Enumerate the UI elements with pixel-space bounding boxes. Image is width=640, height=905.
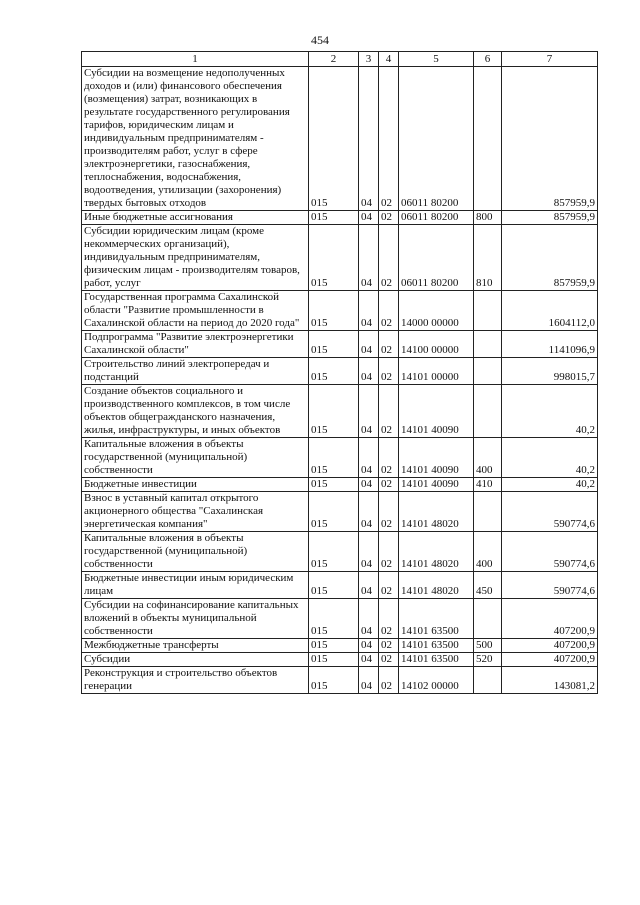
row-target-cell: 14101 63500 <box>399 639 474 653</box>
column-header: 1 <box>82 52 309 67</box>
row-name-cell: Субсидии на возмещение недополученных доходов и (или) финансового обеспечения (возмещения) затрат, возникающих в результате государственного регулирования тарифов, юридическим лицам и индивидуальным предпринимателям - производителям работ, услуг в сфере электроэнергетики, газоснабжения, теплоснабжения, водоснабжения, водоотведения, утилизации (захоронения) твердых бытовых отходов <box>82 67 309 211</box>
row-amount-cell: 40,2 <box>502 385 598 438</box>
row-expense-type-cell <box>474 358 502 385</box>
row-subsection-cell: 02 <box>379 639 399 653</box>
table-row <box>82 358 598 385</box>
row-expense-type-cell <box>474 291 502 331</box>
table-row <box>82 667 598 694</box>
row-name-cell: Субсидии юридическим лицам (кроме некоммерческих организаций), индивидуальным предпринимателям, физическим лицам - производителям товаров, работ, услуг <box>82 225 309 291</box>
row-amount-cell: 40,2 <box>502 478 598 492</box>
row-target-cell: 14101 00000 <box>399 358 474 385</box>
table-row <box>82 478 598 492</box>
row-amount-cell: 857959,9 <box>502 225 598 291</box>
row-section-cell: 04 <box>359 438 379 478</box>
row-subsection-cell: 02 <box>379 225 399 291</box>
row-subsection-cell: 02 <box>379 599 399 639</box>
row-subsection-cell: 02 <box>379 572 399 599</box>
row-name-cell: Капитальные вложения в объекты государственной (муниципальной) собственности <box>82 532 309 572</box>
table-row <box>82 291 598 331</box>
row-expense-type-cell: 520 <box>474 653 502 667</box>
row-target-cell: 14101 63500 <box>399 599 474 639</box>
row-name-cell: Государственная программа Сахалинской области "Развитие промышленности в Сахалинской области на период до 2020 года" <box>82 291 309 331</box>
row-subsection-cell: 02 <box>379 211 399 225</box>
row-expense-type-cell <box>474 599 502 639</box>
row-section-cell: 04 <box>359 385 379 438</box>
row-section-cell: 04 <box>359 211 379 225</box>
row-expense-type-cell: 450 <box>474 572 502 599</box>
row-section-cell: 04 <box>359 478 379 492</box>
row-target-cell: 06011 80200 <box>399 211 474 225</box>
row-amount-cell: 590774,6 <box>502 492 598 532</box>
table-row <box>82 331 598 358</box>
column-header: 5 <box>399 52 474 67</box>
row-code-cell: 015 <box>309 385 359 438</box>
row-target-cell: 06011 80200 <box>399 67 474 211</box>
row-name-cell: Создание объектов социального и производственного комплексов, в том числе объектов общегражданского назначения, жилья, инфраструктуры, и иных объектов <box>82 385 309 438</box>
row-subsection-cell: 02 <box>379 385 399 438</box>
row-section-cell: 04 <box>359 358 379 385</box>
row-code-cell: 015 <box>309 639 359 653</box>
table-row <box>82 67 598 211</box>
row-target-cell: 14101 40090 <box>399 438 474 478</box>
row-code-cell: 015 <box>309 653 359 667</box>
table-row <box>82 225 598 291</box>
table-row <box>82 572 598 599</box>
table-row <box>82 532 598 572</box>
column-header: 4 <box>379 52 399 67</box>
row-name-cell: Бюджетные инвестиции <box>82 478 309 492</box>
row-amount-cell: 1604112,0 <box>502 291 598 331</box>
row-name-cell: Реконструкция и строительство объектов генерации <box>82 667 309 694</box>
row-expense-type-cell: 500 <box>474 639 502 653</box>
table-row <box>82 492 598 532</box>
row-subsection-cell: 02 <box>379 532 399 572</box>
row-section-cell: 04 <box>359 492 379 532</box>
row-subsection-cell: 02 <box>379 653 399 667</box>
table-row <box>82 438 598 478</box>
row-code-cell: 015 <box>309 667 359 694</box>
row-expense-type-cell <box>474 385 502 438</box>
row-name-cell: Взнос в уставный капитал открытого акционерного общества "Сахалинская энергетическая компания" <box>82 492 309 532</box>
row-code-cell: 015 <box>309 532 359 572</box>
row-amount-cell: 407200,9 <box>502 639 598 653</box>
row-amount-cell: 1141096,9 <box>502 331 598 358</box>
row-section-cell: 04 <box>359 331 379 358</box>
row-code-cell: 015 <box>309 211 359 225</box>
table-row <box>82 653 598 667</box>
row-expense-type-cell <box>474 331 502 358</box>
column-header: 6 <box>474 52 502 67</box>
column-header: 3 <box>359 52 379 67</box>
row-section-cell: 04 <box>359 67 379 211</box>
row-target-cell: 14101 40090 <box>399 385 474 438</box>
row-amount-cell: 590774,6 <box>502 572 598 599</box>
row-section-cell: 04 <box>359 572 379 599</box>
row-amount-cell: 40,2 <box>502 438 598 478</box>
row-target-cell: 14102 00000 <box>399 667 474 694</box>
row-name-cell: Подпрограмма "Развитие электроэнергетики Сахалинской области" <box>82 331 309 358</box>
table-row <box>82 599 598 639</box>
row-code-cell: 015 <box>309 599 359 639</box>
table-row <box>82 639 598 653</box>
row-code-cell: 015 <box>309 331 359 358</box>
row-section-cell: 04 <box>359 225 379 291</box>
row-target-cell: 14101 48020 <box>399 532 474 572</box>
row-amount-cell: 998015,7 <box>502 358 598 385</box>
row-subsection-cell: 02 <box>379 67 399 211</box>
page-number: 454 <box>311 33 329 47</box>
row-subsection-cell: 02 <box>379 331 399 358</box>
row-target-cell: 14101 40090 <box>399 478 474 492</box>
row-name-cell: Иные бюджетные ассигнования <box>82 211 309 225</box>
row-expense-type-cell: 410 <box>474 478 502 492</box>
row-amount-cell: 857959,9 <box>502 67 598 211</box>
row-name-cell: Бюджетные инвестиции иным юридическим лицам <box>82 572 309 599</box>
budget-table <box>81 51 598 694</box>
row-name-cell: Субсидии на софинансирование капитальных вложений в объекты муниципальной собственности <box>82 599 309 639</box>
row-expense-type-cell: 400 <box>474 438 502 478</box>
row-code-cell: 015 <box>309 492 359 532</box>
row-expense-type-cell: 810 <box>474 225 502 291</box>
row-section-cell: 04 <box>359 667 379 694</box>
column-header: 2 <box>309 52 359 67</box>
row-expense-type-cell: 800 <box>474 211 502 225</box>
row-amount-cell: 590774,6 <box>502 532 598 572</box>
row-section-cell: 04 <box>359 599 379 639</box>
row-name-cell: Межбюджетные трансферты <box>82 639 309 653</box>
row-name-cell: Строительство линий электропередач и подстанций <box>82 358 309 385</box>
row-section-cell: 04 <box>359 532 379 572</box>
table-header-row <box>82 52 598 67</box>
row-subsection-cell: 02 <box>379 492 399 532</box>
row-target-cell: 14101 63500 <box>399 653 474 667</box>
row-target-cell: 14000 00000 <box>399 291 474 331</box>
row-section-cell: 04 <box>359 291 379 331</box>
row-name-cell: Субсидии <box>82 653 309 667</box>
row-subsection-cell: 02 <box>379 358 399 385</box>
row-code-cell: 015 <box>309 572 359 599</box>
row-subsection-cell: 02 <box>379 667 399 694</box>
row-subsection-cell: 02 <box>379 478 399 492</box>
row-subsection-cell: 02 <box>379 291 399 331</box>
row-target-cell: 14101 48020 <box>399 572 474 599</box>
row-target-cell: 06011 80200 <box>399 225 474 291</box>
row-code-cell: 015 <box>309 478 359 492</box>
row-target-cell: 14101 48020 <box>399 492 474 532</box>
row-amount-cell: 143081,2 <box>502 667 598 694</box>
row-code-cell: 015 <box>309 358 359 385</box>
row-expense-type-cell: 400 <box>474 532 502 572</box>
table-row <box>82 211 598 225</box>
row-expense-type-cell <box>474 492 502 532</box>
row-section-cell: 04 <box>359 639 379 653</box>
row-code-cell: 015 <box>309 67 359 211</box>
table-row <box>82 385 598 438</box>
row-code-cell: 015 <box>309 225 359 291</box>
row-code-cell: 015 <box>309 291 359 331</box>
budget-table-body <box>82 52 598 694</box>
row-amount-cell: 857959,9 <box>502 211 598 225</box>
column-header: 7 <box>502 52 598 67</box>
row-section-cell: 04 <box>359 653 379 667</box>
row-expense-type-cell <box>474 667 502 694</box>
row-code-cell: 015 <box>309 438 359 478</box>
row-expense-type-cell <box>474 67 502 211</box>
row-target-cell: 14100 00000 <box>399 331 474 358</box>
row-subsection-cell: 02 <box>379 438 399 478</box>
row-amount-cell: 407200,9 <box>502 653 598 667</box>
row-amount-cell: 407200,9 <box>502 599 598 639</box>
row-name-cell: Капитальные вложения в объекты государственной (муниципальной) собственности <box>82 438 309 478</box>
